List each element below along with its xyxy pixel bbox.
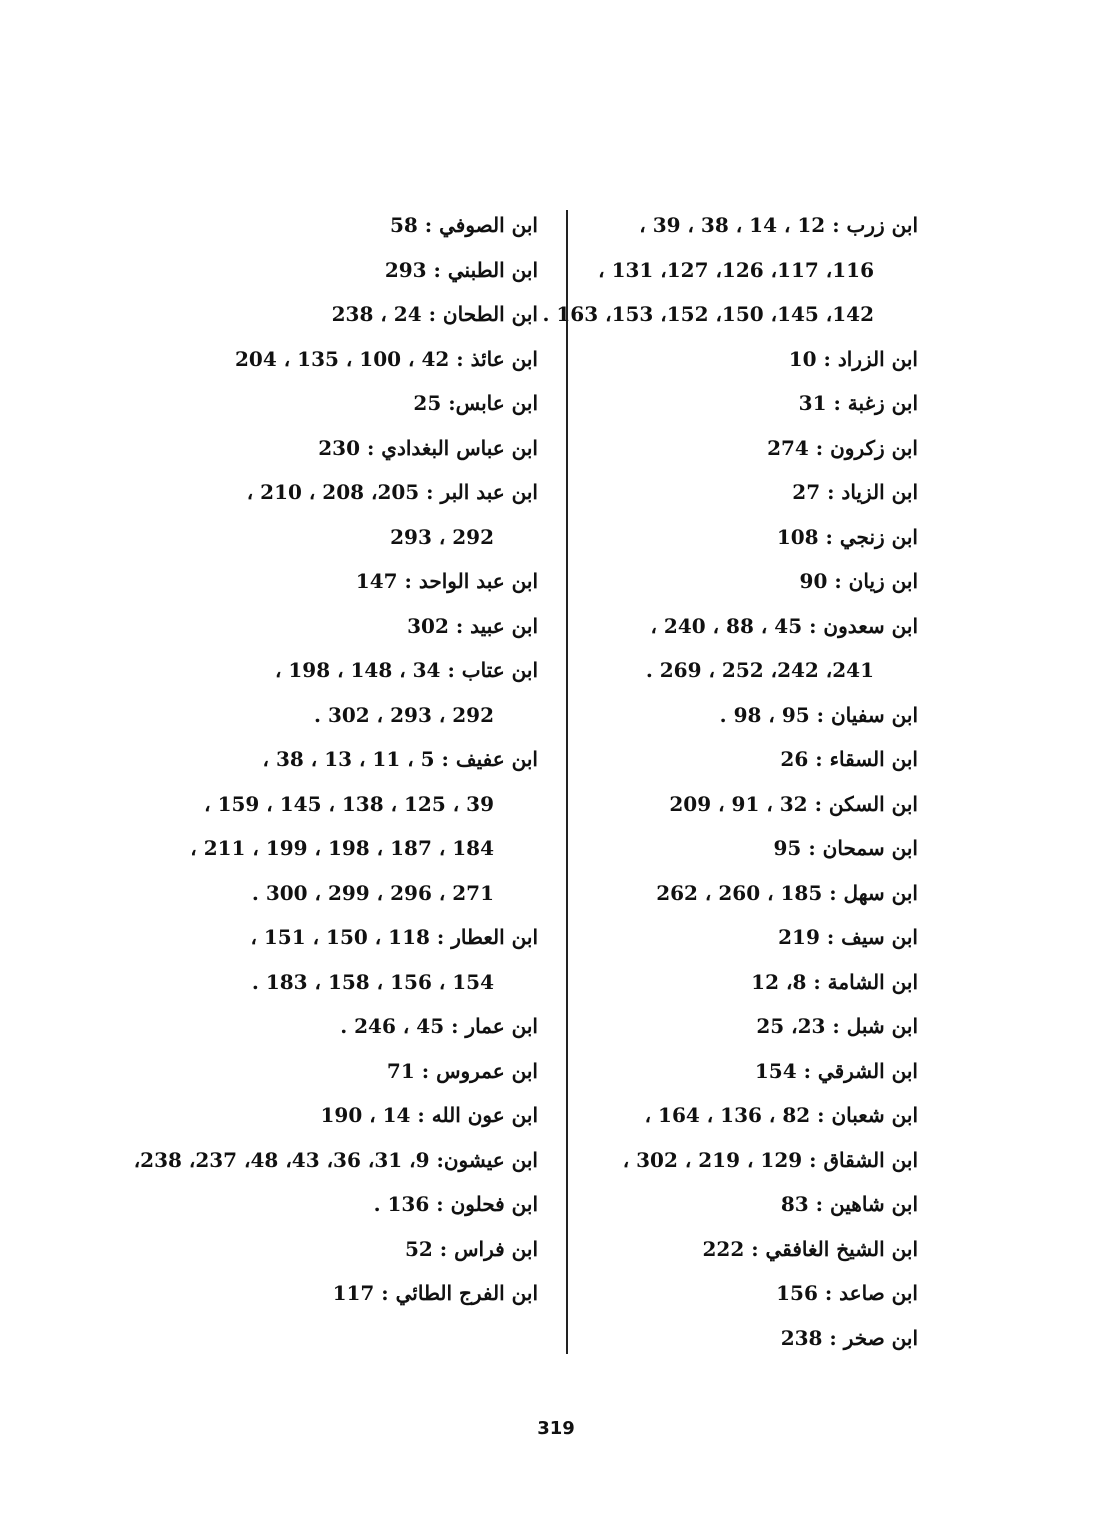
index-entry: ابن فراس : 52 <box>404 1236 538 1261</box>
index-entry: ابن العطار : 118 ، 150 ، 151 ، <box>250 925 538 949</box>
index-entry-continuation: 292 ، 293 <box>390 524 494 549</box>
index-entry: ابن شعبان : 82 ، 136 ، 164 ، <box>644 1103 918 1127</box>
index-entry: ابن شبل : 23، 25 <box>756 1014 918 1038</box>
index-entry: ابن سيف : 219 <box>778 925 918 949</box>
index-entry: ابن عبد البر : 205، 208 ، 210 ، <box>246 480 538 504</box>
index-entry: ابن عائذ : 42 ، 100 ، 135 ، 204 <box>235 346 538 371</box>
index-entry: ابن عبد الواحد : 147 <box>355 569 538 593</box>
index-entry: ابن الزراد : 10 <box>788 346 918 371</box>
index-entry: ابن الشيخ الغافقي : 222 <box>702 1236 918 1261</box>
index-column-right <box>542 203 918 1360</box>
index-entry: ابن زكرون : 274 <box>767 435 918 460</box>
column-divider <box>566 210 568 1354</box>
index-entry: ابن سعدون : 45 ، 88 ، 240 ، <box>650 613 918 638</box>
index-entry-continuation: 39 ، 125 ، 138 ، 145 ، 159 ، <box>204 791 494 816</box>
index-entry-continuation: 292 ، 293 ، 302 . <box>314 702 494 727</box>
index-entry-continuation: 142، 145، 150، 152، 153، 163 . <box>542 302 874 326</box>
index-entry: ابن عتاب : 34 ، 148 ، 198 ، <box>274 658 538 682</box>
index-entry: ابن الشرقي : 154 <box>754 1058 918 1083</box>
index-entry-continuation: 271 ، 296 ، 299 ، 300 . <box>251 880 494 905</box>
index-entry-continuation: 154 ، 156 ، 158 ، 183 . <box>251 969 494 994</box>
index-entry-continuation: 184 ، 187 ، 198 ، 199 ، 211 ، <box>190 836 494 860</box>
index-entry: ابن زيان : 90 <box>799 569 918 593</box>
index-entry: ابن سفيان : 95 ، 98 . <box>719 702 918 727</box>
index-entry: ابن عباس البغدادي : 230 <box>318 435 538 460</box>
index-entry: ابن عفيف : 5 ، 11 ، 13 ، 38 ، <box>262 747 538 771</box>
index-entry: ابن الصوفي : 58 <box>389 213 538 237</box>
index-entry: ابن الشامة : 8، 12 <box>751 969 918 994</box>
index-entry: ابن زغبة : 31 <box>798 391 918 415</box>
index-entry: ابن عبيد : 302 <box>407 613 538 638</box>
index-entry: ابن عابس: 25 <box>413 391 538 415</box>
index-entry: ابن السقاء : 26 <box>780 747 918 771</box>
index-entry: ابن الشقاق : 129 ، 219 ، 302 ، <box>622 1147 918 1172</box>
index-entry: ابن الطبني : 293 <box>384 257 538 282</box>
page-number: 319 <box>537 1418 575 1439</box>
index-entry-continuation: 241، 242، 252 ، 269 . <box>645 658 874 682</box>
index-entry: ابن سهل : 185 ، 260 ، 262 <box>656 880 918 905</box>
index-entry: ابن صاعد : 156 <box>776 1281 918 1305</box>
index-entry: ابن عمروس : 71 <box>386 1058 538 1083</box>
index-entry: ابن عمار : 45 ، 246 . <box>340 1014 538 1038</box>
index-entry: ابن السكن : 32 ، 91 ، 209 <box>669 791 918 816</box>
index-entry-continuation: 116، 117، 126، 127، 131 ، <box>598 257 874 282</box>
index-entry: ابن صخر : 238 <box>780 1325 918 1350</box>
index-entry: ابن زنجي : 108 <box>776 524 918 549</box>
index-entry: ابن الطحان : 24 ، 238 <box>331 302 538 326</box>
index-entry: ابن فحلون : 136 . <box>373 1192 538 1216</box>
index-entry: ابن الزياد : 27 <box>792 480 918 504</box>
index-entry: ابن زرب : 12 ، 14 ، 38 ، 39 ، <box>639 213 918 237</box>
index-entry: ابن الفرج الطائي : 117 <box>332 1281 538 1305</box>
index-entry: ابن سمحان : 95 <box>773 836 918 860</box>
index-entry: ابن عيشون: 9، 31، 36، 43، 48، 237، 238، <box>133 1147 538 1172</box>
index-entry: ابن عون الله : 14 ، 190 <box>320 1103 538 1127</box>
index-entry: ابن شاهين : 83 <box>780 1192 918 1216</box>
index-column-left <box>133 203 538 1316</box>
